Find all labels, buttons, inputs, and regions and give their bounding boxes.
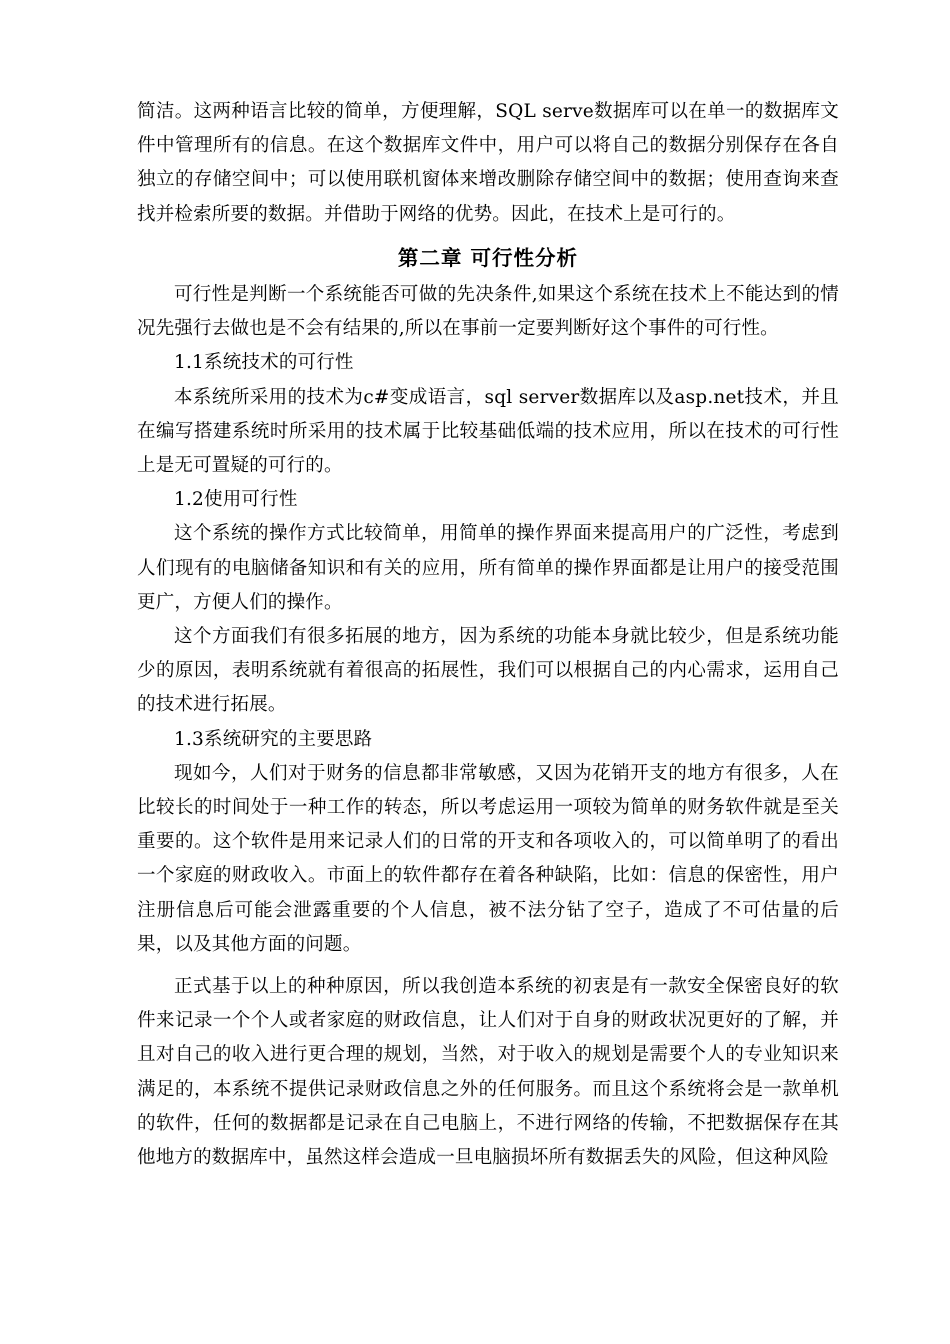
paragraph-gap bbox=[137, 962, 839, 970]
intro-paragraph: 简洁。这两种语言比较的简单，方便理解，SQL serve数据库可以在单一的数据库文件中管理所有的信息。在这个数据库文件中，用户可以将自己的数据分别保存在各自独立的存储空间中；可以使用联机窗体来增改删除存储空间中的数据；使用查询来查找并检索所要的数据。并借助于网络的优势。因此，在技术上是可行的。 bbox=[137, 101, 839, 225]
chapter-intro-paragraph: 可行性是判断一个系统能否可做的先决条件,如果这个系统在技术上不能达到的情况先强行去做也是不会有结果的,所以在事前一定要判断好这个事件的可行性。 bbox=[137, 284, 839, 340]
section-1-1-paragraph: 本系统所采用的技术为c#变成语言，sql server数据库以及asp.net技术，并且在编写搭建系统时所采用的技术属于比较基础低端的技术应用，所以在技术的可行性上是无可置疑的可行的。 bbox=[137, 386, 839, 477]
section-1-2-title: 1.2使用可行性 bbox=[174, 489, 298, 511]
section-1-3-paragraph-2: 正式基于以上的种种原因，所以我创造本系统的初衷是有一款安全保密良好的软件来记录一个个人或者家庭的财政信息，让人们对于自身的财政状况更好的了解，并且对自己的收入进行更合理的规划，当然，对于收入的规划是需要个人的专业知识来满足的，本系统不提供记录财政信息之外的任何服务。而且这个系统将会是一款单机的软件，任何的数据都是记录在自己电脑上，不进行网络的传输，不把数据保存在其他地方的数据库中，虽然这样会造成一旦电脑损坏所有数据丢失的风险，但这种风险 bbox=[137, 976, 839, 1169]
chapter-heading: 第二章 可行性分析 bbox=[397, 246, 579, 270]
chapter-body bbox=[137, 278, 839, 1175]
section-1-3-title: 1.3系统研究的主要思路 bbox=[174, 728, 373, 750]
section-1-2-paragraph-2: 这个方面我们有很多拓展的地方，因为系统的功能本身就比较少，但是系统功能少的原因，表明系统就有着很高的拓展性，我们可以根据自己的内心需求，运用自己的技术进行拓展。 bbox=[137, 626, 839, 716]
section-1-3-paragraph-1: 现如今，人们对于财务的信息都非常敏感，又因为花销开支的地方有很多，人在比较长的时间处于一种工作的转态，所以考虑运用一项较为简单的财务软件就是至关重要的。这个软件是用来记录人们的日常的开支和各项收入的，可以简单明了的看出一个家庭的财政收入。市面上的软件都存在着各种缺陷，比如：信息的保密性，用户注册信息后可能会泄露重要的个人信息，被不法分钻了空子，造成了不可估量的后果，以及其他方面的问题。 bbox=[137, 762, 839, 955]
section-1-1-title: 1.1系统技术的可行性 bbox=[174, 352, 354, 374]
intro-block bbox=[137, 95, 839, 232]
section-1-2-paragraph-1: 这个系统的操作方式比较简单，用简单的操作界面来提高用户的广泛性，考虑到人们现有的电脑储备知识和有关的应用，所有简单的操作界面都是让用户的接受范围更广，方便人们的操作。 bbox=[137, 523, 839, 613]
